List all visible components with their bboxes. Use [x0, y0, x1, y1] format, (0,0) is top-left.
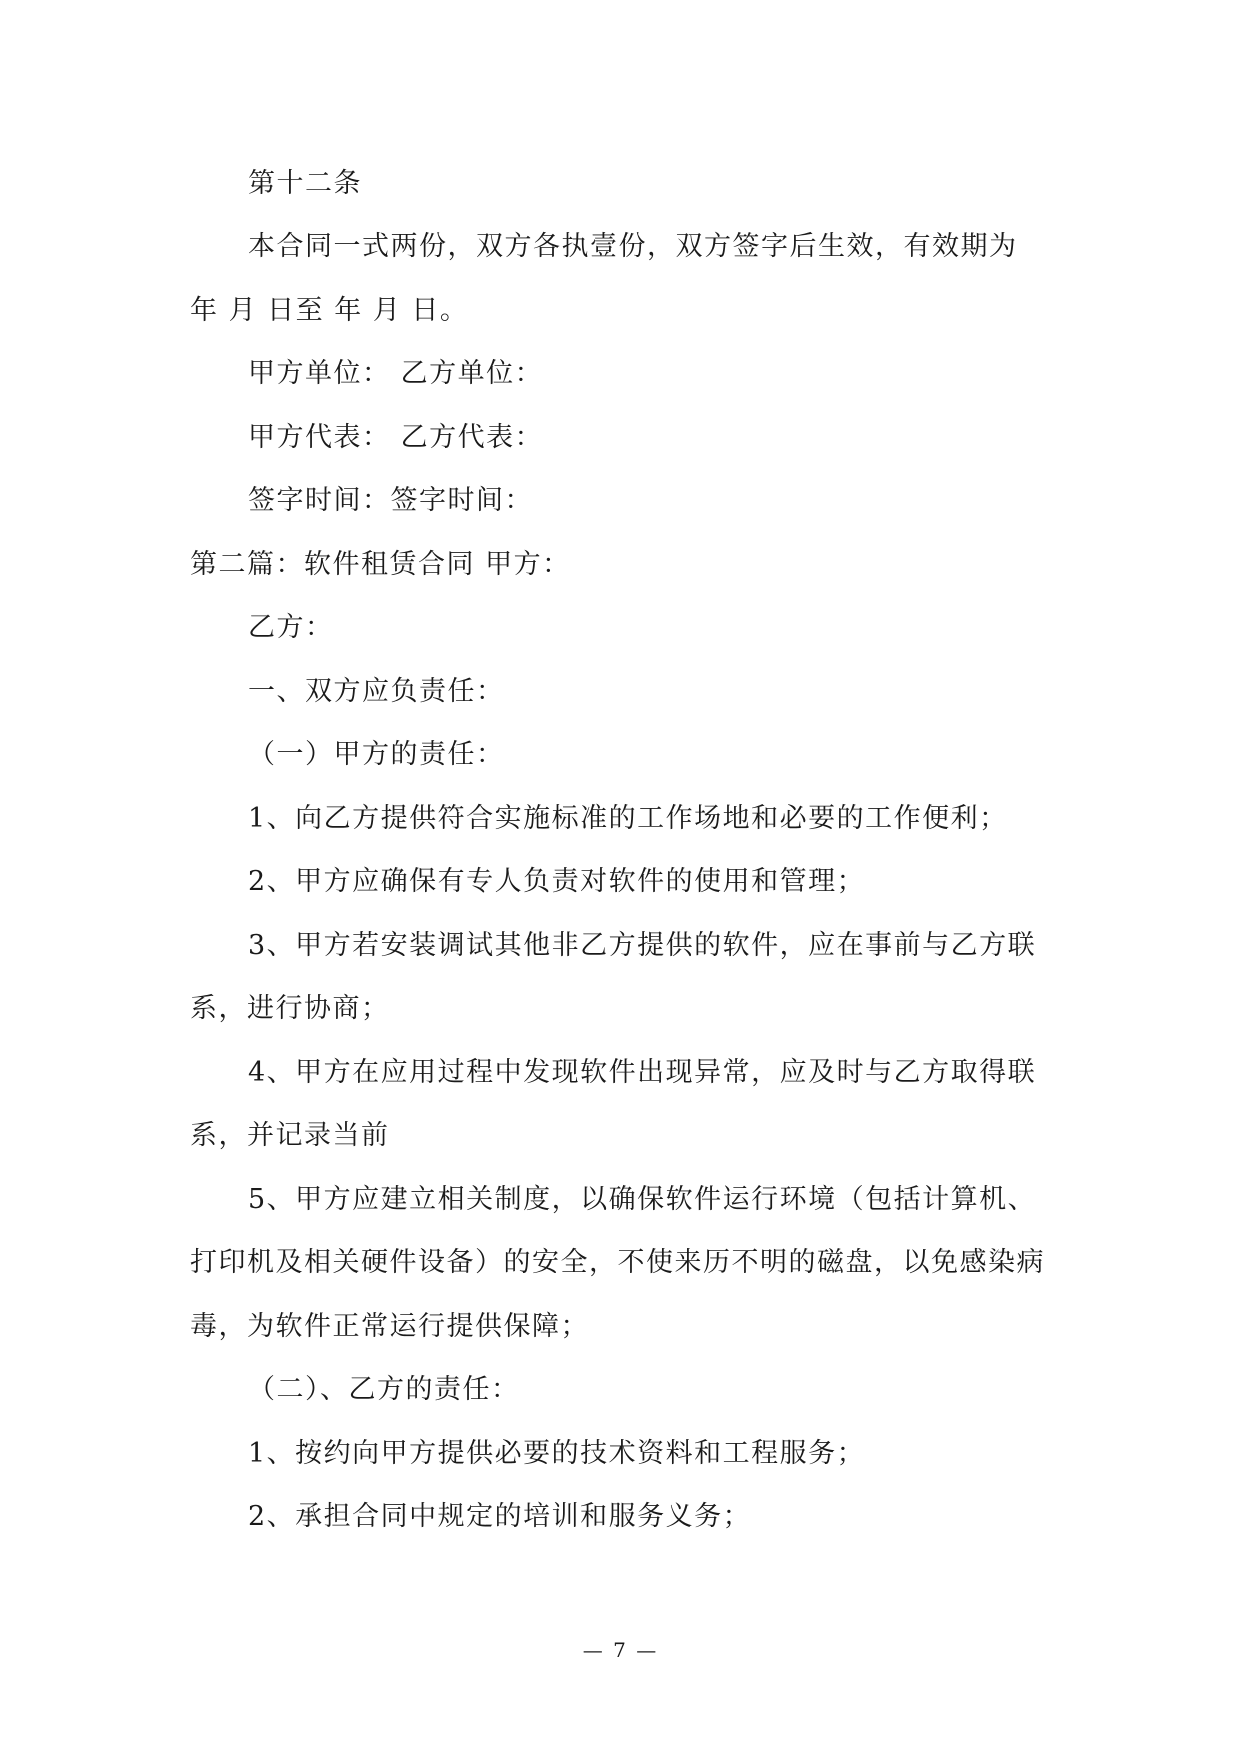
list-item: 1、按约向甲方提供必要的技术资料和工程服务；: [248, 1438, 866, 1469]
page-number: — 7 —: [582, 1638, 659, 1662]
sub-clause-heading: （二）、乙方的责任：: [248, 1374, 520, 1405]
list-item: 4、甲方在应用过程中发现软件出现异常，应及时与乙方取得联: [248, 1057, 1037, 1088]
article-heading: 第十二条: [248, 168, 362, 199]
paragraph-line: 本合同一式两份，双方各执壹份，双方签字后生效，有效期为: [248, 231, 1018, 262]
section-heading: 第二篇：软件租赁合同 甲方：: [190, 549, 571, 580]
paragraph-line: 年 月 日至 年 月 日。: [190, 295, 469, 326]
clause-heading: 一、双方应负责任：: [248, 676, 505, 707]
list-item: 5、甲方应建立相关制度，以确保软件运行环境（包括计算机、: [248, 1184, 1037, 1215]
list-item-continuation: 系，并记录当前: [190, 1120, 390, 1151]
paragraph-line: 乙方：: [248, 612, 334, 643]
signature-line: 甲方单位： 乙方单位：: [248, 358, 544, 389]
sub-clause-heading: （一）甲方的责任：: [248, 739, 505, 770]
list-item: 2、承担合同中规定的培训和服务义务；: [248, 1501, 752, 1532]
list-item-continuation: 毒，为软件正常运行提供保障；: [190, 1311, 589, 1342]
list-item-continuation: 打印机及相关硬件设备）的安全，不使来历不明的磁盘，以免感染病: [190, 1247, 1045, 1278]
list-item: 1、向乙方提供符合实施标准的工作场地和必要的工作便利；: [248, 803, 1008, 834]
signature-line: 签字时间：签字时间：: [248, 485, 533, 516]
list-item: 2、甲方应确保有专人负责对软件的使用和管理；: [248, 866, 866, 897]
list-item: 3、甲方若安装调试其他非乙方提供的软件，应在事前与乙方联: [248, 930, 1037, 961]
list-item-continuation: 系，进行协商；: [190, 993, 390, 1024]
signature-line: 甲方代表： 乙方代表：: [248, 422, 544, 453]
